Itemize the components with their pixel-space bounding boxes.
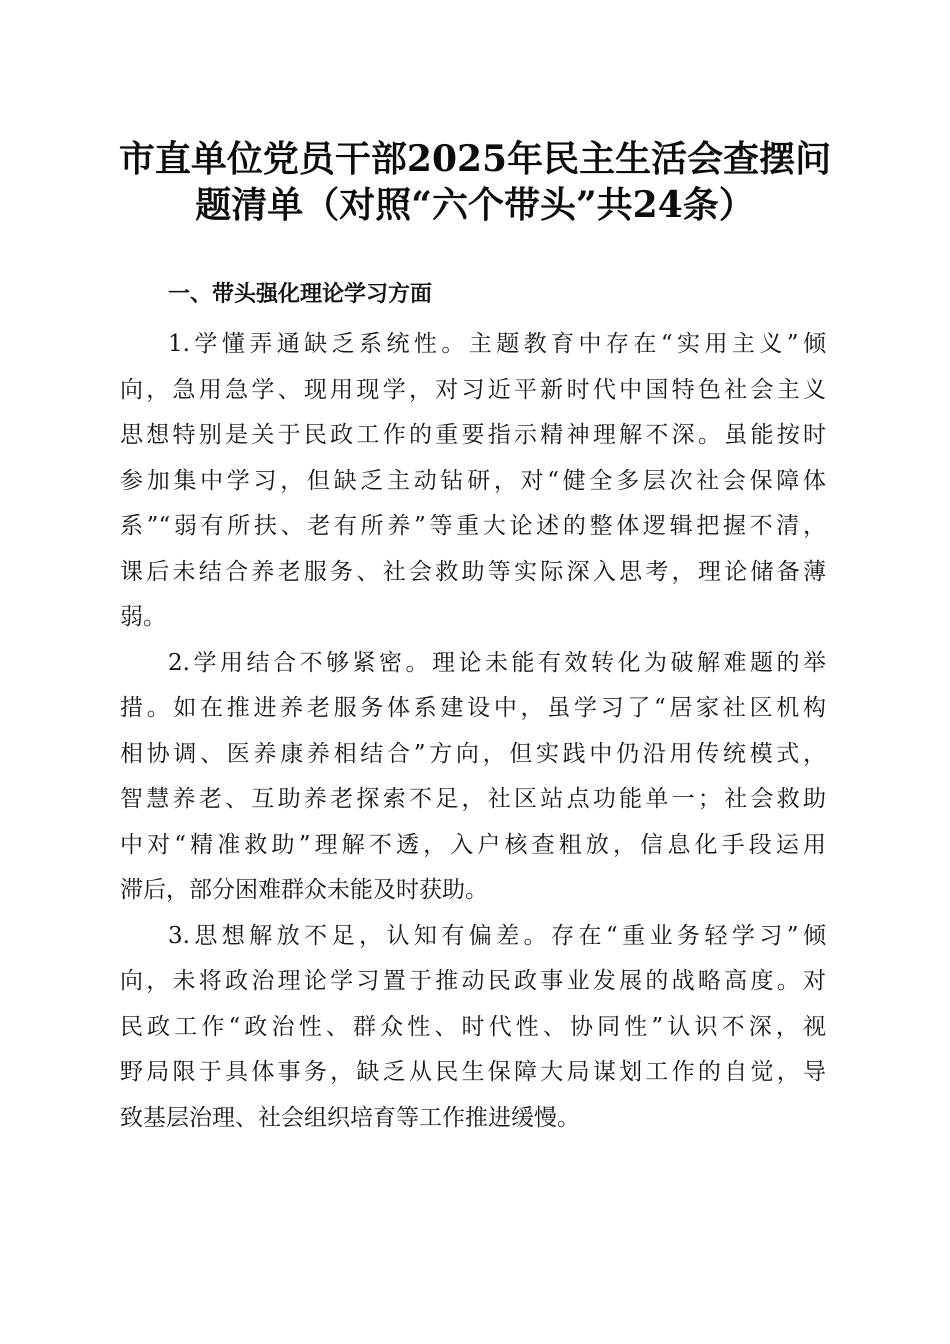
paragraph-line: 相协调、医养康养相结合”方向，但实践中仍沿用传统模式，	[120, 740, 826, 767]
paragraph-line: 系”“弱有所扶、老有所养”等重大论述的整体逻辑把握不清，	[120, 513, 826, 539]
paragraph-line: 中对“精准救助”理解不透，入户核查粗放，信息化手段运用	[120, 831, 826, 858]
paragraph-line: 课后未结合养老服务、社会救助等实际深入思考，理论储备薄	[120, 558, 826, 585]
section-heading: 一、带头强化理论学习方面	[168, 282, 433, 307]
paragraph-line: 向，急用急学、现用现学，对习近平新时代中国特色社会主义	[120, 376, 826, 403]
paragraph-line: 弱。	[120, 604, 166, 630]
paragraph-line: 民政工作“政治性、群众性、时代性、协同性”认识不深，视	[120, 1013, 826, 1040]
paragraph-line: 措。如在推进养老服务体系建设中，虽学习了“居家社区机构	[120, 695, 826, 721]
paragraph-line: 致基层治理、社会组织培育等工作推进缓慢。	[120, 1104, 580, 1131]
paragraph-line: 2.学用结合不够紧密。理论未能有效转化为破解难题的举	[168, 649, 826, 676]
title-line: 市直单位党员干部2025年民主生活会查摆问	[118, 138, 832, 180]
paragraph-line: 思想特别是关于民政工作的重要指示精神理解不深。虽能按时	[120, 422, 826, 448]
document-title	[110, 136, 840, 228]
title-line: 题清单（对照“六个带头”共24条）	[195, 184, 755, 226]
paragraph-line: 向，未将政治理论学习置于推动民政事业发展的战略高度。对	[120, 968, 826, 994]
paragraph-line: 智慧养老、互助养老探索不足，社区站点功能单一；社会救助	[120, 786, 826, 812]
paragraph-line: 滞后，部分困难群众未能及时获助。	[120, 877, 488, 903]
document-body	[120, 322, 826, 1141]
paragraph-line: 野局限于具体事务，缺乏从民生保障大局谋划工作的自觉，导	[120, 1059, 826, 1085]
paragraph-1	[120, 322, 826, 641]
paragraph-2	[120, 641, 826, 914]
paragraph-3	[120, 914, 826, 1142]
paragraph-line: 1.学懂弄通缺乏系统性。主题教育中存在“实用主义”倾	[168, 331, 826, 357]
paragraph-line: 3.思想解放不足，认知有偏差。存在“重业务轻学习”倾	[168, 922, 826, 949]
paragraph-line: 参加集中学习，但缺乏主动钻研，对“健全多层次社会保障体	[120, 467, 826, 494]
